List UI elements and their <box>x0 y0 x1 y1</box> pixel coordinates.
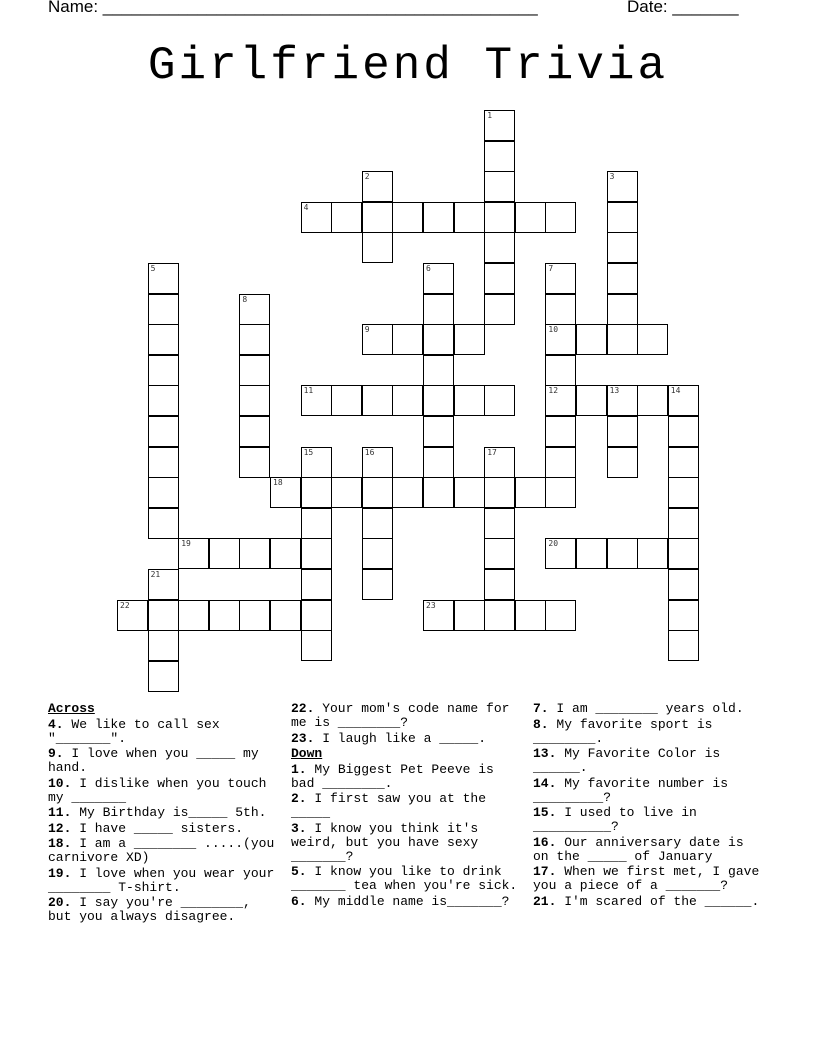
crossword-cell[interactable] <box>239 600 270 631</box>
crossword-cell[interactable] <box>209 538 240 569</box>
clue-number: 12. <box>48 820 72 836</box>
clue-item <box>533 702 765 716</box>
crossword-cell[interactable] <box>576 324 607 355</box>
crossword-cell[interactable] <box>148 447 179 478</box>
clue-number-label: 8 <box>242 294 248 304</box>
crossword-cell[interactable] <box>331 385 362 416</box>
crossword-cell[interactable] <box>148 661 179 692</box>
crossword-cell[interactable] <box>637 385 668 416</box>
clue-number: 10. <box>48 775 72 791</box>
crossword-cell[interactable] <box>362 477 393 508</box>
clue-number: 14. <box>533 775 557 791</box>
crossword-cell[interactable] <box>239 385 270 416</box>
clue-text: My middle name is_______? <box>306 893 510 909</box>
crossword-cell[interactable] <box>515 477 546 508</box>
clue-number-label: 9 <box>364 325 370 335</box>
crossword-cell[interactable] <box>117 600 148 631</box>
clue-text: I first saw you at the _____ <box>291 791 487 820</box>
crossword-cell[interactable] <box>515 202 546 233</box>
crossword-cell[interactable] <box>423 477 454 508</box>
crossword-cell[interactable] <box>454 385 485 416</box>
clue-number: 1. <box>291 761 307 777</box>
crossword-cell[interactable] <box>301 385 332 416</box>
clue-item <box>291 763 523 791</box>
clue-text: When we first met, I gave you a piece of a _______? <box>533 864 760 893</box>
crossword-cell[interactable] <box>239 416 270 447</box>
clue-item <box>533 836 765 864</box>
clue-item <box>533 777 765 805</box>
crossword-cell[interactable] <box>423 324 454 355</box>
clue-column-1 <box>48 702 280 926</box>
clue-text: I dislike when you touch my _______ <box>48 775 267 805</box>
clue-text: I know you think it's weird, but you have sexy _______? <box>291 820 479 864</box>
clue-item <box>48 718 280 746</box>
crossword-cell[interactable] <box>331 202 362 233</box>
clue-text: I have _____ sisters. <box>71 820 244 836</box>
crossword-cell[interactable] <box>484 263 515 294</box>
clue-number-label: 7 <box>548 264 554 273</box>
crossword-cell[interactable] <box>148 630 179 661</box>
crossword-cell[interactable] <box>484 294 515 325</box>
crossword-cell[interactable] <box>423 202 454 233</box>
crossword-cell[interactable] <box>484 171 515 202</box>
crossword-cell[interactable] <box>362 324 393 355</box>
crossword-cell[interactable] <box>576 538 607 569</box>
crossword-cell[interactable] <box>392 385 423 416</box>
clue-number: 7. <box>533 701 549 716</box>
clue-number: 22. <box>291 701 315 716</box>
crossword-cell[interactable] <box>545 355 576 386</box>
crossword-cell[interactable] <box>668 477 699 508</box>
crossword-cell[interactable] <box>148 569 179 600</box>
crossword-cell[interactable] <box>668 416 699 447</box>
clue-number: 5. <box>291 864 307 879</box>
crossword-cell[interactable] <box>545 600 576 631</box>
crossword-cell[interactable] <box>209 600 240 631</box>
clue-number-label: 19 <box>181 539 191 549</box>
crossword-cell[interactable] <box>362 447 393 478</box>
crossword-cell[interactable] <box>454 324 485 355</box>
page-title: Girlfriend Trivia <box>147 40 669 92</box>
crossword-cell[interactable] <box>607 202 638 233</box>
crossword-cell[interactable] <box>607 232 638 263</box>
clue-number: 13. <box>533 746 557 761</box>
crossword-cell[interactable] <box>545 416 576 447</box>
crossword-cell[interactable] <box>545 202 576 233</box>
clue-number: 11. <box>48 805 72 820</box>
crossword-cell[interactable] <box>545 263 576 294</box>
crossword-cell[interactable] <box>148 477 179 508</box>
clue-number: 23. <box>291 730 315 746</box>
crossword-cell[interactable] <box>148 355 179 386</box>
clue-number-label: 1 <box>487 111 493 120</box>
crossword-cell[interactable] <box>239 324 270 355</box>
crossword-cell[interactable] <box>270 600 301 631</box>
crossword-cell[interactable] <box>668 538 699 569</box>
crossword-cell[interactable] <box>668 630 699 661</box>
crossword-cell[interactable] <box>301 538 332 569</box>
clue-number: 18. <box>48 836 72 851</box>
clue-item <box>48 822 280 836</box>
crossword-cell[interactable] <box>331 477 362 508</box>
crossword-cell[interactable] <box>148 508 179 539</box>
crossword-cell[interactable] <box>301 508 332 539</box>
clue-item <box>291 822 523 864</box>
crossword-cell[interactable] <box>484 569 515 600</box>
crossword-cell[interactable] <box>178 600 209 631</box>
crossword-cell[interactable] <box>637 538 668 569</box>
clue-number-label: 6 <box>426 264 431 273</box>
crossword-cell[interactable] <box>423 263 454 294</box>
crossword-cell[interactable] <box>607 294 638 325</box>
crossword-cell[interactable] <box>362 508 393 539</box>
clue-text: I say you're ________, but you always disagree. <box>48 895 251 924</box>
clue-number-label: 13 <box>609 386 620 396</box>
crossword-cell[interactable] <box>239 294 270 325</box>
crossword-cell[interactable] <box>607 447 638 478</box>
name-field-label: Name: ______________________________________________ <box>48 0 538 16</box>
clue-text: I love when you _____ my hand. <box>48 746 259 775</box>
crossword-cell[interactable] <box>178 538 209 569</box>
crossword-cell[interactable] <box>148 416 179 447</box>
clue-number-label: 3 <box>609 172 615 182</box>
clue-column-3 <box>533 702 765 910</box>
crossword-cell[interactable] <box>607 263 638 294</box>
clue-item <box>533 806 765 834</box>
crossword-cell[interactable] <box>148 324 179 355</box>
clue-text: We like to call sex "_______". <box>48 716 220 746</box>
clue-number: 20. <box>48 895 72 910</box>
clue-number: 4. <box>48 716 64 732</box>
clue-number: 3. <box>291 820 307 836</box>
clue-text: My favorite number is _________? <box>533 775 729 805</box>
clue-text: I know you like to drink _______ tea when you're sick. <box>291 864 518 893</box>
crossword-cell[interactable] <box>484 110 515 141</box>
crossword-cell[interactable] <box>392 202 423 233</box>
clue-item <box>48 777 280 805</box>
crossword-cell[interactable] <box>423 447 454 478</box>
clue-item <box>533 747 765 775</box>
clue-number-label: 18 <box>273 478 283 488</box>
crossword-cell[interactable] <box>607 385 638 416</box>
clue-column-2 <box>291 702 523 910</box>
crossword-cell[interactable] <box>607 324 638 355</box>
crossword-cell[interactable] <box>607 171 638 202</box>
crossword-cell[interactable] <box>545 538 576 569</box>
crossword-cell[interactable] <box>484 202 515 233</box>
crossword-cell[interactable] <box>668 385 699 416</box>
crossword-cell[interactable] <box>423 355 454 386</box>
crossword-cell[interactable] <box>454 202 485 233</box>
crossword-cell[interactable] <box>484 232 515 263</box>
crossword-cell[interactable] <box>545 477 576 508</box>
crossword-cell[interactable] <box>484 447 515 478</box>
clue-item <box>291 732 523 746</box>
crossword-cell[interactable] <box>392 477 423 508</box>
clue-text: I laugh like a _____. <box>314 730 487 746</box>
crossword-cell[interactable] <box>148 263 179 294</box>
clue-number: 9. <box>48 746 64 761</box>
clue-number-label: 23 <box>426 600 436 610</box>
crossword-cell[interactable] <box>484 385 515 416</box>
clue-item <box>533 895 765 909</box>
crossword-cell[interactable] <box>301 447 332 478</box>
clue-number-label: 4 <box>303 202 309 212</box>
clue-section-heading: Down <box>291 746 323 761</box>
crossword-cell[interactable] <box>301 202 332 233</box>
crossword-cell[interactable] <box>484 508 515 539</box>
clue-number-label: 5 <box>150 264 156 273</box>
clue-number-label: 10 <box>548 325 559 335</box>
crossword-cell[interactable] <box>239 447 270 478</box>
clue-text: I am a ________ .....(you carnivore XD) <box>48 836 275 865</box>
clue-text: I'm scared of the ______. <box>556 893 760 909</box>
crossword-cell[interactable] <box>668 447 699 478</box>
clue-item <box>48 896 280 924</box>
crossword-cell[interactable] <box>668 569 699 600</box>
clue-item <box>48 837 280 865</box>
clue-item <box>48 747 280 775</box>
clue-item <box>291 702 523 730</box>
clue-number: 6. <box>291 893 307 909</box>
clue-number: 19. <box>48 865 72 881</box>
crossword-cell[interactable] <box>362 202 393 233</box>
crossword-cell[interactable] <box>607 538 638 569</box>
clue-number: 16. <box>533 834 557 850</box>
crossword-cell[interactable] <box>239 538 270 569</box>
crossword-cell[interactable] <box>423 294 454 325</box>
clue-number: 2. <box>291 791 307 806</box>
crossword-cell[interactable] <box>454 477 485 508</box>
clue-number-label: 16 <box>364 447 375 457</box>
crossword-cell[interactable] <box>239 355 270 386</box>
crossword-cell[interactable] <box>423 416 454 447</box>
crossword-cell[interactable] <box>668 508 699 539</box>
clue-text: My favorite sport is ________. <box>533 716 713 746</box>
clue-item <box>291 895 523 909</box>
crossword-cell[interactable] <box>423 600 454 631</box>
crossword-cell[interactable] <box>301 600 332 631</box>
crossword-cell[interactable] <box>362 171 393 202</box>
crossword-cell[interactable] <box>515 600 546 631</box>
crossword-cell[interactable] <box>668 600 699 631</box>
clue-item <box>533 865 765 893</box>
clue-number: 21. <box>533 893 557 909</box>
crossword-cell[interactable] <box>545 385 576 416</box>
clue-number: 17. <box>533 864 557 879</box>
clue-number-label: 15 <box>303 447 314 457</box>
clue-number: 8. <box>533 716 549 732</box>
clue-text: My Biggest Pet Peeve is bad ________. <box>291 761 494 791</box>
clue-section-heading: Across <box>48 701 95 716</box>
crossword-cell[interactable] <box>362 538 393 569</box>
crossword-cell[interactable] <box>545 447 576 478</box>
clue-text: I am ________ years old. <box>548 701 744 716</box>
crossword-cell[interactable] <box>423 385 454 416</box>
clue-text: Your mom's code name for me is ________? <box>291 701 510 730</box>
clue-number-label: 12 <box>548 386 559 396</box>
clue-item <box>48 806 280 820</box>
crossword-cell[interactable] <box>148 600 179 631</box>
crossword-cell[interactable] <box>637 324 668 355</box>
crossword-cell[interactable] <box>270 477 301 508</box>
crossword-cell[interactable] <box>576 385 607 416</box>
clue-item <box>291 792 523 820</box>
clue-number-label: 2 <box>364 172 370 182</box>
clue-number-label: 14 <box>670 386 681 396</box>
clue-number: 15. <box>533 805 557 820</box>
clue-number-label: 17 <box>487 447 497 457</box>
clue-number-label: 11 <box>303 386 314 396</box>
crossword-cell[interactable] <box>454 600 485 631</box>
crossword-cell[interactable] <box>301 630 332 661</box>
crossword-cell[interactable] <box>484 600 515 631</box>
clue-text: I used to live in __________? <box>533 805 697 834</box>
clue-text: Our anniversary date is on the _____ of January <box>533 834 744 864</box>
crossword-cell[interactable] <box>270 538 301 569</box>
clue-item <box>48 867 280 895</box>
crossword-cell[interactable] <box>545 324 576 355</box>
crossword-cell[interactable] <box>148 294 179 325</box>
crossword-cell[interactable] <box>362 232 393 263</box>
crossword-cell[interactable] <box>484 141 515 172</box>
clue-text: I love when you wear your ________ T-shirt. <box>48 865 275 895</box>
crossword-cell[interactable] <box>545 294 576 325</box>
crossword-cell[interactable] <box>607 416 638 447</box>
crossword-cell[interactable] <box>362 385 393 416</box>
date-field-label: Date: _______ <box>627 0 739 16</box>
crossword-cell[interactable] <box>301 477 332 508</box>
clue-number-label: 21 <box>150 570 161 579</box>
clue-item <box>533 718 765 746</box>
crossword-cell[interactable] <box>362 569 393 600</box>
crossword-cell[interactable] <box>148 385 179 416</box>
crossword-cell[interactable] <box>392 324 423 355</box>
clue-text: My Favorite Color is ______. <box>533 746 721 775</box>
clue-text: My Birthday is_____ 5th. <box>71 805 267 820</box>
clue-number-label: 22 <box>120 600 130 610</box>
clue-item <box>291 865 523 893</box>
crossword-cell[interactable] <box>484 538 515 569</box>
crossword-cell[interactable] <box>484 477 515 508</box>
clue-number-label: 20 <box>548 539 559 549</box>
crossword-cell[interactable] <box>301 569 332 600</box>
